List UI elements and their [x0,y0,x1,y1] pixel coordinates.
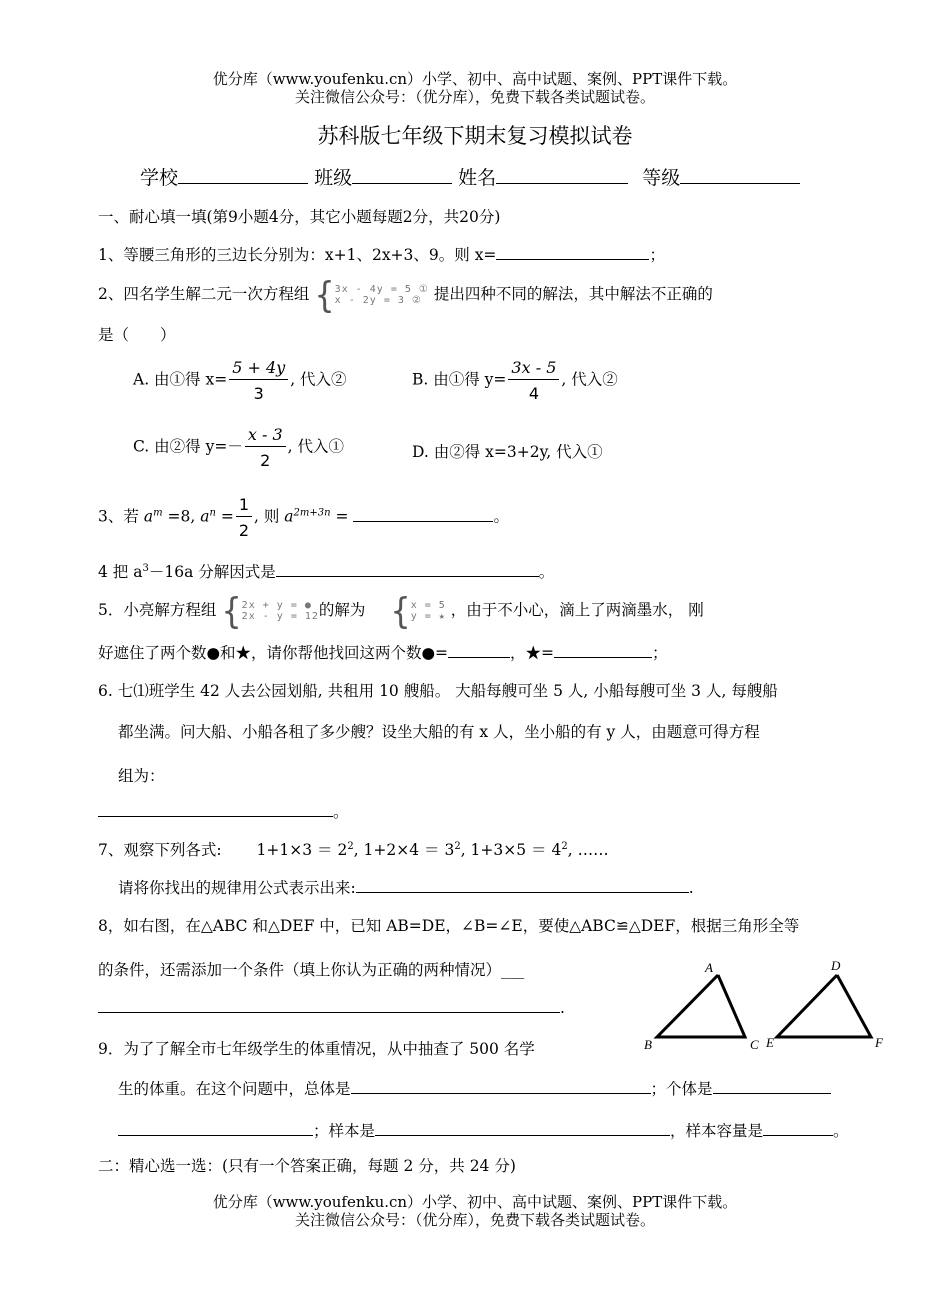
question-8-blank[interactable] [98,997,560,1013]
question-8-line-1: 8，如右图，在△ABC 和△DEF 中，已知 AB=DE，∠B=∠E，要使△ABC≌△DEF，根据三角形全等 [98,917,800,935]
question-8-answer: . [98,997,565,1017]
question-7-b: 请将你找出的规律用公式表示出来: . [118,879,694,897]
option-a-text: A. 由①得 x= [133,370,228,389]
grade-label: 等级 [642,167,681,189]
question-6-blank[interactable] [98,801,333,817]
question-4: 4 把 $a^3-16a$ 分解因式是 。 [98,562,555,581]
star-blank[interactable] [554,642,652,658]
label-a: A [705,960,713,975]
individual-blank[interactable] [713,1078,831,1094]
brace-icon: { [314,274,335,316]
equation-1: 3x - 4y = 5 ① [334,284,429,295]
class-field[interactable] [352,168,452,184]
question-1-blank[interactable] [496,244,649,260]
question-1-end: ； [649,246,665,264]
option-b-fraction: $\frac{3x - 5}{4}$ [508,358,559,403]
brace-icon: { [221,590,242,632]
section-2-heading: 二：精心选一选：(只有一个答案正确，每题 2 分，共 24 分) [98,1157,516,1175]
question-7-blank[interactable] [356,877,689,893]
class-label: 班级 [314,167,353,189]
name-label: 姓名 [458,167,497,189]
solution-system-5: x = 5 y = ★ [410,600,446,622]
sample-blank[interactable] [375,1120,670,1136]
question-5: 5．小亮解方程组 { 2x + y = ● 2x - y = 12 的解为 { x = 5 y = ★ ，由于不小心，滴上了两滴墨水， 刚 [98,590,704,632]
question-2 [98,274,713,316]
school-field[interactable] [178,168,308,184]
question-9-line-2: 生的体重。在这个问题中，总体是 ；个体是 [118,1077,831,1099]
section-1-heading: 一、耐心填一填(第9小题4分，其它小题每题2分，共20分) [98,208,501,226]
question-6-answer: 。 [98,800,349,822]
label-b: B [644,1037,652,1052]
question-6-line-2: 都坐满。问大船、小船各租了多少艘？设坐大船的有 x 人，坐小船的有 y 人，由题意可得方程 [118,723,760,741]
option-c-fraction: $\frac{x - 3}{2}$ [245,425,286,470]
question-3-blank[interactable] [353,506,493,522]
option-a[interactable]: A. 由①得 x= $\frac{5 + 4y}{3}$ , 代入② [133,358,347,403]
watermark-footer-line1: 优分库（www.youfenku.cn）小学、初中、高中试题、案例、PPT课件下载。 [212,1193,738,1211]
question-3: 3、若 $a^m =8$, $a^n$ = $\frac{1}{2}$ , 则 $a^{2m+3n}$ = 。 [98,495,509,540]
equation-system-5: 2x + y = ● 2x - y = 12 [241,600,319,622]
dot-blank[interactable] [448,642,510,658]
population-blank[interactable] [351,1078,651,1094]
question-5-b: 好遮住了两个数●和★，请你帮他找回这两个数●= ，★= ； [98,644,668,662]
equation-system [335,284,429,306]
grade-field[interactable] [680,168,800,184]
question-1 [98,243,665,265]
option-b-text: B. 由①得 y= [412,370,507,389]
student-info-row [140,163,800,190]
option-c[interactable]: C. 由②得 y=－ $\frac{x - 3}{2}$ , 代入① [133,425,344,470]
question-6-line-3: 组为： [118,767,165,785]
watermark-header-line1: 优分库（www.youfenku.cn）小学、初中、高中试题、案例、PPT课件下载。 [212,70,738,88]
option-d[interactable]: D. 由②得 x=3+2y, 代入① [412,443,603,461]
sample-size-blank[interactable] [763,1120,833,1136]
question-8-line-2: 的条件，还需添加一个条件（填上你认为正确的两种情况）___ [98,961,525,979]
label-e: E [766,1035,774,1050]
triangle-abc [657,975,745,1037]
question-3-fraction: $\frac{1}{2}$ [236,495,252,540]
question-2-answer: 是（ ） [98,326,176,344]
watermark-header-line2: 关注微信公众号：（优分库），免费下载各类试题试卷。 [294,88,655,106]
option-c-text: C. 由②得 y=－ [133,437,243,456]
brace-icon: { [390,590,411,632]
triangle-def [777,975,871,1037]
label-d: D [831,958,841,973]
triangles-figure [640,955,890,1055]
label-c: C [750,1037,759,1052]
question-1-text: 1、等腰三角形的三边长分别为：x+1、2x+3、9。则 x= [98,246,497,264]
question-9-line-3: ；样本是 ，样本容量是 。 [118,1119,849,1141]
question-9-line-1: 9．为了了解全市七年级学生的体重情况，从中抽查了 500 名学 [98,1040,535,1058]
school-label: 学校 [140,167,179,189]
question-2-text: 2、四名学生解二元一次方程组 [98,285,310,303]
equation-2: x - 2y = 3 ② [334,295,422,306]
name-field[interactable] [496,168,628,184]
question-2-text-b: 提出四种不同的解法，其中解法不正确的 [433,285,713,303]
label-f: F [875,1035,883,1050]
page-title: 苏科版七年级下期末复习模拟试卷 [317,124,633,148]
watermark-footer-line2: 关注微信公众号：（优分库），免费下载各类试题试卷。 [294,1211,655,1229]
question-7: 7、观察下列各式: $1+1\times 3 = 2^2$, $1+2\times 4 = 3^2$, $1+3\times 5 = 4^2$, …… [98,840,609,859]
option-a-fraction: $\frac{5 + 4y}{3}$ [229,358,288,403]
individual-blank-cont[interactable] [118,1120,313,1136]
option-b[interactable]: B. 由①得 y= $\frac{3x - 5}{4}$ , 代入② [412,358,618,403]
question-4-blank[interactable] [276,561,539,577]
question-6-line-1: 6. 七⑴班学生 42 人去公园划船, 共租用 10 艘船。 大船每艘可坐 5 人, 小船每艘可坐 3 人, 每艘船 [98,682,778,700]
